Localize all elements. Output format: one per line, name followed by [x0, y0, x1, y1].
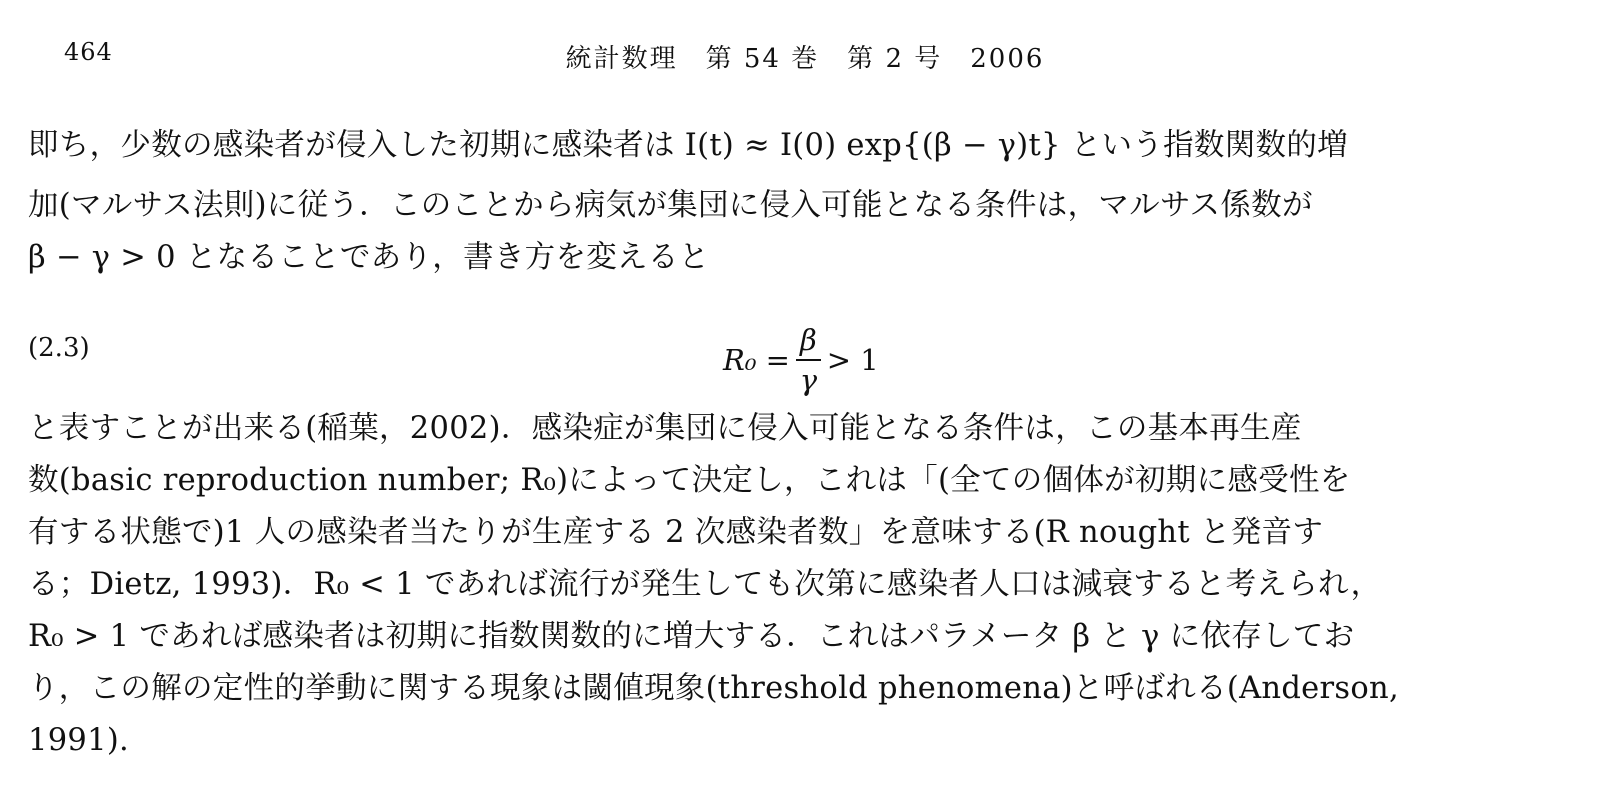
- paragraph-2-line-2: 数(basic reproduction number; R₀)によって決定し，これは「(全ての個体が初期に感受性を: [28, 463, 1351, 498]
- paragraph-1-line-3: β − γ > 0 となることであり，書き方を変えると: [28, 240, 710, 275]
- equation-label: (2.3): [28, 333, 90, 363]
- equation-rhs: > 1: [826, 343, 879, 377]
- paragraph-2-line-4: る；Dietz, 1993)．R₀ < 1 であれば流行が発生しても次第に感染者人口は減衰すると考えられ，: [28, 567, 1382, 602]
- equation-fraction: [796, 323, 821, 397]
- paragraph-1-line-1: 即ち，少数の感染者が侵入した初期に感染者は I(t) ≈ I(0) exp{(β − γ)t} という指数関数的増: [28, 128, 1348, 163]
- equation-denominator: γ: [799, 363, 818, 397]
- page-number: 464: [64, 38, 113, 66]
- journal-title: 統計数理 第 54 巻 第 2 号 2006: [565, 44, 1045, 74]
- equation-numerator: β: [796, 323, 821, 361]
- paragraph-2-line-5: R₀ > 1 であれば感染者は初期に指数関数的に増大する．これはパラメータ β と γ に依存してお: [28, 619, 1355, 654]
- equation-lhs: R₀ =: [723, 343, 790, 377]
- paragraph-2-line-7: 1991).: [28, 723, 130, 758]
- equation-2-3: [28, 325, 1588, 395]
- paragraph-2-line-6: り，この解の定性的挙動に関する現象は閾値現象(threshold phenomena)と呼ばれる(Anderson,: [28, 671, 1399, 706]
- paragraph-1-line-2: 加(マルサス法則)に従う．このことから病気が集団に侵入可能となる条件は，マルサス係数が: [28, 188, 1313, 223]
- page-header: [0, 38, 1610, 78]
- paragraph-2-line-3: 有する状態で)1 人の感染者当たりが生産する 2 次感染者数」を意味する(R nought と発音す: [28, 515, 1324, 550]
- paragraph-2-line-1: と表すことが出来る(稲葉，2002)．感染症が集団に侵入可能となる条件は，この基本再生産: [28, 411, 1302, 446]
- equation-body: [723, 323, 879, 397]
